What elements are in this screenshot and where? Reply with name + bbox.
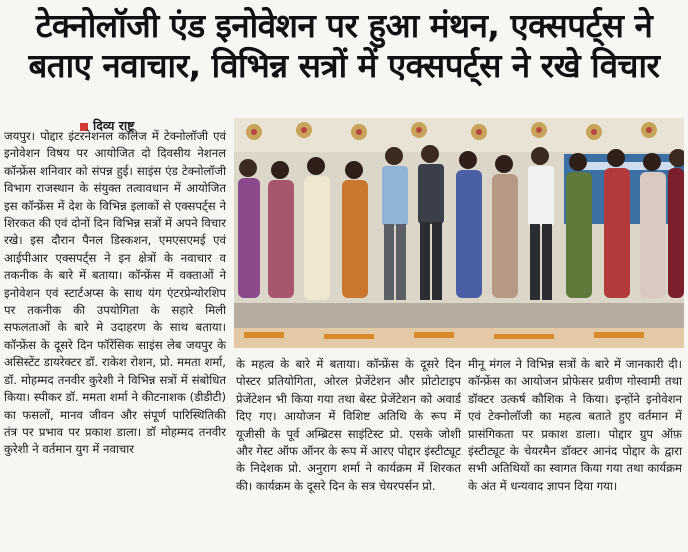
article-column-right: मीनू मंगल ने विभिन्न सत्रों के बारे में जानकारी दी। कॉन्फ्रेंस का आयोजन प्रोफेसर प्रवीण गोस्वामी तथा डॉक्टर उत्कर्ष कौशिक ने किया। इन्होंने इनोवेशन एवं टेक्नोलॉजी का महत्व बताते हुए वर्तमान में प्रासंगिकता पर प्रकाश डाला। पोद्दार ग्रुप ऑफ़ इंस्टीट्यूट के चेयरमैन डॉक्टर आनंद पोद्दार के द्वारा सभी अतिथियों का स्वागत किया गया तथा कार्यक्रम के अंत में धन्यवाद ज्ञापन दिया गया।: [468, 357, 682, 493]
headline-line-2: बताए नवाचार, विभिन्न सत्रों में एक्सपर्ट्स ने रखे विचार: [28, 46, 660, 85]
article-column-middle: के महत्व के बारे में बताया। कॉन्फ्रेंस के दूसरे दिन पोस्टर प्रतियोगिता, ओरल प्रेजेंटेशन और प्रोटोटाइप प्रेजेंटेशन भी किया गया तथा बेस्ट प्रेजेंटेशन को अवार्ड दिए गए। आयोजन में विशिष्ट अतिथि के रूप में यूजीसी के पूर्व अम्ब्रिटस साइंटिस्ट प्रो. एसके जोशी और गेस्ट ऑफ ऑनर के रूप में आरए पोद्दार इंस्टीट्यूट के निदेशक प्रो. अनुराग शर्मा ने कार्यक्रम में शिरकत की। कार्यक्रम के दूसरे दिन के सत्र चेयरपर्सन प्रो.: [236, 357, 461, 493]
group-photo-icon: [234, 118, 684, 348]
headline: [0, 6, 688, 86]
group-photo: [234, 118, 684, 348]
article-column-left: जयपुर। पोद्दार इंटरनेशनल कॉलेज में टेक्नोलॉजी एवं इनोवेशन विषय पर आयोजित दो दिवसीय नेशनल कॉन्फ्रेंस शनिवार को संपन्न हुई। साइंस एंड टेक्नोलॉजी विभाग राजस्थान के संयुक्त तत्वावधान में आयोजित इस कॉन्फ्रेंस में देश के विभिन्न इलाकों से एक्सपर्ट्स ने शिरकत की एवं दोनों दिन विभिन्न सत्रों में अपने विचार रखे। इस दौरान पैनल डिस्कशन, एमएसएमई एवं आईपीआर एक्सपर्ट्स ने इन क्षेत्रों के नवाचार व तकनीक के बारे में बताया। कॉन्फ्रेंस में वक्ताओं ने इनोवेशन एवं स्टार्टअप्स के साथ यंग एंटरप्रेन्योरशिप पर तकनीक की उपयोगिता के सहारे मिली सफलताओं के बारे मे उदाहरण के साथ बताया। कॉन्फ्रेंस के दूसरे दिन फॉरेंसिक साइंस लेब जयपुर के असिस्टेंट डायरेक्टर डॉ. राकेश रोशन, प्रो. ममता शर्मा, डॉ. मोहम्मद तनवीर कुरेशी ने विभिन्न सत्रों में संबोधित किया। स्पीकर डॉ. ममता शर्मा ने कीटनाशक (डीडीटी) का फसलों, मानव जीवन और संपूर्ण पारिस्थितिकी तंत्र पर प्रभाव पर प्रकाश डाला। डॉ मोहम्मद तनवीर कुरेशी ने वर्तमान युग में नवाचार: [4, 129, 226, 457]
headline-line-1: टेक्नोलॉजी एंड इनोवेशन पर हुआ मंथन, एक्सपर्ट्स ने: [35, 6, 653, 45]
byline-text: दिव्य राष्ट्र: [93, 118, 135, 133]
